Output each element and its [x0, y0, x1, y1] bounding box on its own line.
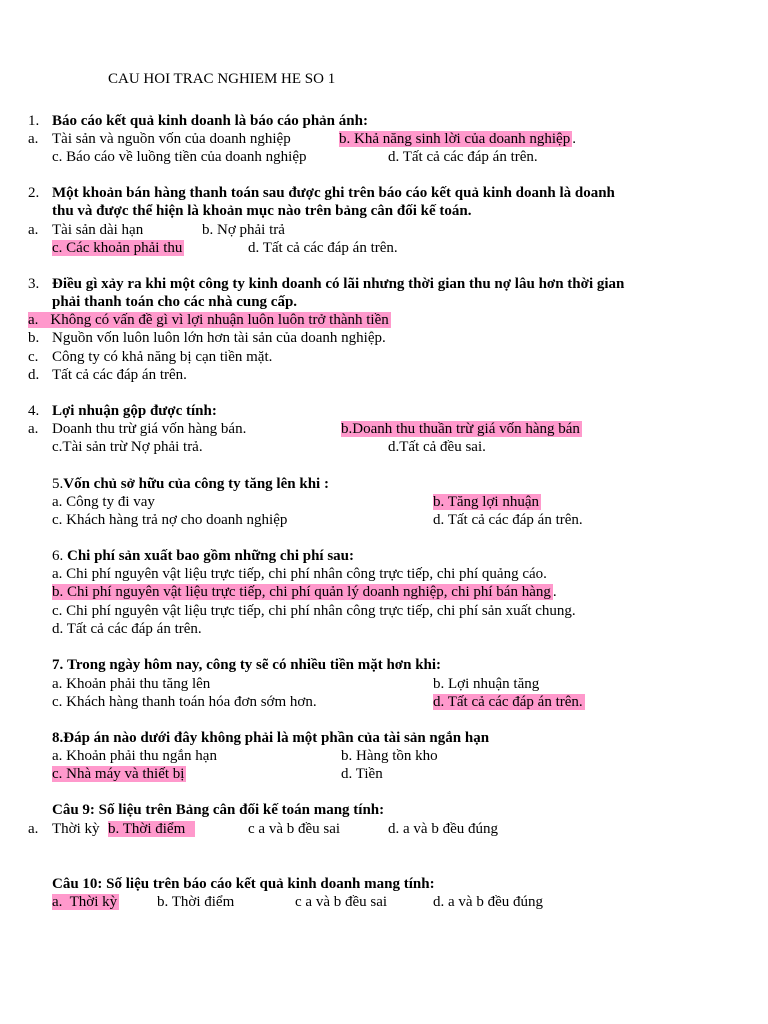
- q4-question: Lợi nhuận gộp được tính:: [52, 403, 217, 419]
- q8-option-a: a. Khoản phải thu ngắn hạn: [52, 748, 217, 764]
- q3-option-d: Tất cả các đáp án trên.: [52, 367, 187, 383]
- q9-option-a: Thời kỳ: [52, 821, 100, 837]
- q1-option-a: Tài sản và nguồn vốn của doanh nghiệp: [52, 131, 291, 147]
- q7-option-c: c. Khách hàng thanh toán hóa đơn sớm hơn.: [52, 694, 317, 710]
- q5-question: 5.Vốn chủ sở hữu của công ty tăng lên khi :: [52, 476, 329, 492]
- q5-option-d: d. Tất cả các đáp án trên.: [433, 512, 583, 528]
- q3-option-c: Công ty có khả năng bị cạn tiền mặt.: [52, 349, 273, 365]
- q2-question-line2: thu và được thể hiện là khoản mục nào trên bảng cân đối kế toán.: [52, 203, 472, 219]
- q2-answer-highlight: c. Các khoản phải thu: [52, 240, 183, 256]
- q7-question: 7. Trong ngày hôm nay, công ty sẽ có nhiều tiền mặt hơn khi:: [52, 657, 442, 673]
- q2-number: 2.: [28, 185, 40, 201]
- q6-option-c: c. Chi phí nguyên vật liệu trực tiếp, chi phí nhân công trực tiếp, chi phí sản xuất chung.: [52, 603, 576, 619]
- q3-b-marker: b.: [28, 330, 40, 346]
- q4-a-marker: a.: [28, 421, 39, 437]
- doc-title: CAU HOI TRAC NGHIEM HE SO 1: [108, 71, 336, 87]
- q5-option-a: a. Công ty đi vay: [52, 494, 155, 510]
- q4-option-a: Doanh thu trừ giá vốn hàng bán.: [52, 421, 247, 437]
- q9-answer-highlight: b. Thời điểm: [108, 821, 195, 837]
- q2-option-d: d. Tất cả các đáp án trên.: [248, 240, 398, 256]
- q4-option-d: d.Tất cả đều sai.: [388, 439, 486, 455]
- q8-option-d: d. Tiền: [341, 766, 383, 782]
- q5-option-c: c. Khách hàng trả nợ cho doanh nghiệp: [52, 512, 288, 528]
- q4-answer-highlight: b.Doanh thu thuần trừ giá vốn hàng bán: [341, 421, 580, 437]
- q4-number: 4.: [28, 403, 40, 419]
- q1-a-marker: a.: [28, 131, 39, 147]
- q9-option-b: [108, 820, 195, 838]
- q3-d-marker: d.: [28, 367, 40, 383]
- q3-option-b: Nguồn vốn luôn luôn lớn hơn tài sản của doanh nghiệp.: [52, 330, 386, 346]
- q3-question-line2: phải thanh toán cho các nhà cung cấp.: [52, 294, 298, 310]
- q3-option-a: [28, 311, 391, 329]
- q8-option-b: b. Hàng tồn kho: [341, 748, 438, 764]
- q10-option-b: b. Thời điểm: [157, 894, 235, 910]
- q9-option-d: d. a và b đều đúng: [388, 821, 498, 837]
- q6-answer-highlight: b. Chi phí nguyên vật liệu trực tiếp, chi phí quản lý doanh nghiệp, chi phí bán hàng: [52, 584, 551, 600]
- q1-option-c: c. Báo cáo về luồng tiền của doanh nghiệp: [52, 149, 307, 165]
- q2-question-line1: Một khoản bán hàng thanh toán sau được ghi trên báo cáo kết quả kinh doanh là doanh: [52, 185, 615, 201]
- q9-option-c: c a và b đều sai: [248, 821, 341, 837]
- q10-option-c: c a và b đều sai: [295, 894, 388, 910]
- q10-question: Câu 10: Số liệu trên báo cáo kết quả kinh doanh mang tính:: [52, 876, 435, 892]
- q6-option-a: a. Chi phí nguyên vật liệu trực tiếp, chi phí nhân công trực tiếp, chi phí quảng cáo.: [52, 566, 547, 582]
- q1-answer-highlight: b. Khả năng sinh lời của doanh nghiệp: [339, 131, 571, 147]
- q9-a-marker: a.: [28, 821, 39, 837]
- q1-number: 1.: [28, 113, 40, 129]
- q1-question: Báo cáo kết quả kinh doanh là báo cáo phản ánh:: [52, 113, 368, 129]
- q2-a-marker: a.: [28, 222, 39, 238]
- q2-option-c: [52, 239, 184, 257]
- q10-option-d: d. a và b đều đúng: [433, 894, 543, 910]
- q8-question: 8.Đáp án nào dưới đây không phải là một phần của tài sản ngắn hạn: [52, 730, 490, 746]
- q6-question: 6. Chi phí sản xuất bao gồm những chi phí sau:: [52, 548, 355, 564]
- q9-question: Câu 9: Số liệu trên Bảng cân đối kế toán mang tính:: [52, 802, 385, 818]
- q3-number: 3.: [28, 276, 40, 292]
- q2-option-b: b. Nợ phải trả: [202, 222, 285, 238]
- q1-option-d: d. Tất cả các đáp án trên.: [388, 149, 538, 165]
- q6-option-b: b. Chi phí nguyên vật liệu trực tiếp, chi phí quản lý doanh nghiệp, chi phí bán hàng .: [52, 584, 557, 600]
- q8-answer-highlight: c. Nhà máy và thiết bị: [52, 766, 185, 782]
- q1-option-b: b. Khả năng sinh lời của doanh nghiệp .: [339, 131, 576, 147]
- q5-answer-highlight: b. Tăng lợi nhuận: [433, 494, 539, 510]
- q4-option-b: [341, 420, 582, 438]
- q8-option-c: [52, 765, 186, 783]
- q7-option-a: a. Khoản phải thu tăng lên: [52, 676, 211, 692]
- q7-answer-highlight: d. Tất cả các đáp án trên.: [433, 694, 583, 710]
- q5-option-b: [433, 493, 541, 511]
- q6-option-d: d. Tất cả các đáp án trên.: [52, 621, 202, 637]
- q3-question-line1: Điều gì xảy ra khi một công ty kinh doanh có lãi nhưng thời gian thu nợ lâu hơn thời gian: [52, 276, 625, 292]
- q10-answer-highlight: a. Thời kỳ: [52, 894, 118, 910]
- q3-answer-highlight: a. Không có vấn đề gì vì lợi nhuận luôn luôn trở thành tiền: [28, 312, 389, 328]
- q7-option-b: b. Lợi nhuận tăng: [433, 676, 540, 692]
- q2-option-a: Tài sản dài hạn: [52, 222, 144, 238]
- q7-option-d: [433, 693, 585, 711]
- q3-c-marker: c.: [28, 349, 39, 365]
- q10-option-a: [52, 893, 119, 911]
- q4-option-c: c.Tài sản trừ Nợ phải trả.: [52, 439, 203, 455]
